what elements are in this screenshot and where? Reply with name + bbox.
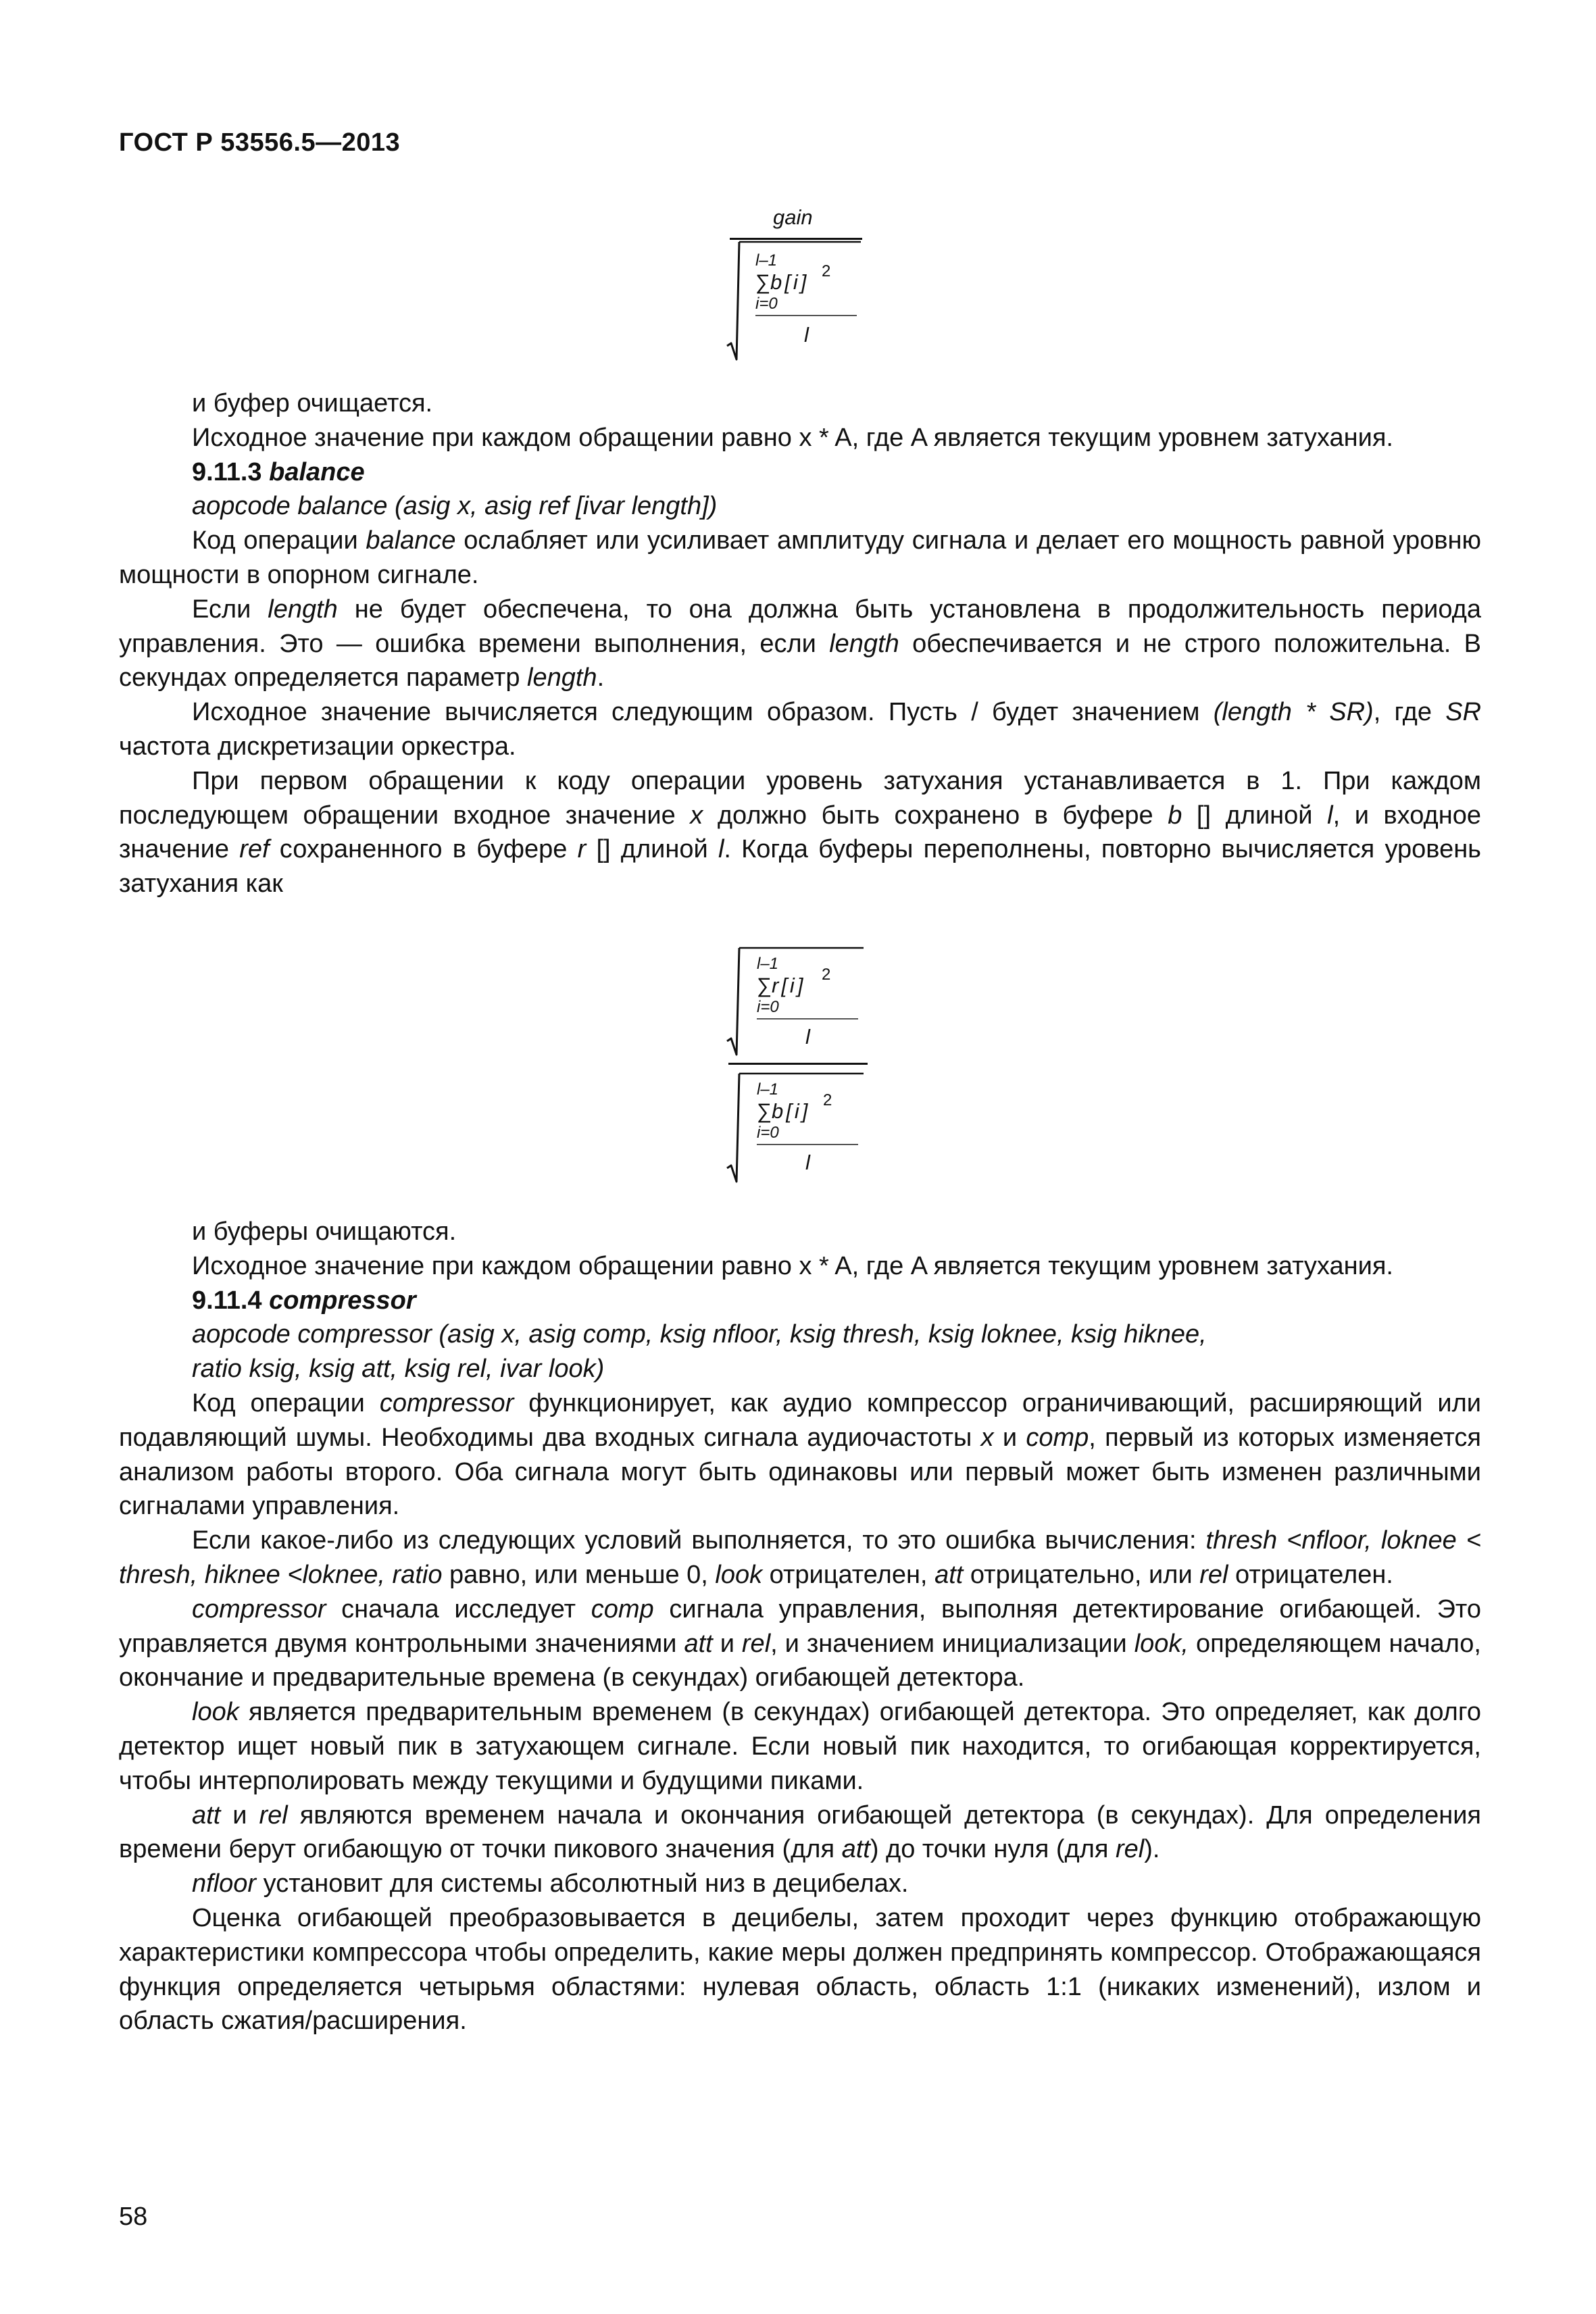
sum-term: b[i] — [772, 1099, 811, 1123]
sum-symbol: ∑ — [755, 270, 771, 294]
sum-upper-limit: l–1 — [757, 955, 779, 973]
formula-denominator: l — [804, 323, 809, 347]
paragraph: Если какое-либо из следующих условий выполняется, то это ошибка вычисления: thresh <nfloor, loknee < thresh, hiknee <loknee, ratio равно, или меньше 0, look отрицателен, att отрицательно, или rel отрицателен. — [119, 1526, 1481, 1589]
section-heading-9-11-3: 9.11.3 balance — [192, 457, 365, 486]
paragraph: Оценка огибающей преобразовывается в децибелы, затем проходит через функцию отображающую характеристики компрессора чтобы определить, какие меры должен предпринять компрессор. Отображающаяся функция определяется четырьмя областями: нулевая область, область 1:1 (никаких изменений), излом и область сжатия/расширения. — [119, 1903, 1481, 2036]
page-number: 58 — [119, 2203, 148, 2231]
paragraph: Код операции compressor функционирует, как аудио компрессор ограничивающий, расширяющий или подавляющий шумы. Необходимы два входных сигнала аудиочастоты x и comp, первый из которых изменяется анализом работы второго. Оба сигнала могут быть одинаковы или первый может быть изменен различными сигналами управления. — [119, 1388, 1481, 1521]
sum-power: 2 — [823, 1091, 832, 1109]
paragraph: Исходное значение вычисляется следующим образом. Пусть / будет значением (length * SR), где SR частота дискретизации оркестра. — [119, 698, 1482, 761]
paragraph: Исходное значение при каждом обращении равно x * A, где A является текущим уровнем затухания. — [192, 1251, 1393, 1280]
sum-power: 2 — [822, 262, 831, 280]
section-heading-9-11-4: 9.11.4 compressor — [192, 1286, 416, 1315]
paragraph: Если length не будет обеспечена, то она должна быть установлена в продолжительность периода управления. Это — ошибка времени выполнения, если length обеспечивается и не строго положительна. В секундах определяется параметр length. — [119, 595, 1481, 693]
text-block-1 — [119, 386, 1481, 901]
paragraph: и буферы очищаются. — [192, 1217, 457, 1246]
sum-lower-limit: i=0 — [757, 998, 779, 1016]
sum-upper-limit: l–1 — [755, 251, 778, 270]
opcode-signature-line-1: aopcode compressor (asig x, asig comp, ksig nfloor, ksig thresh, ksig loknee, ksig hiknee, — [192, 1320, 1207, 1349]
sum-lower-limit: i=0 — [755, 295, 778, 313]
paragraph: Исходное значение при каждом обращении равно x * A, где A является текущим уровнем затухания. — [192, 423, 1393, 452]
inner-denominator: l — [805, 1025, 810, 1049]
formula-balance-ratio — [716, 942, 878, 1192]
inner-denominator: l — [805, 1151, 810, 1174]
opcode-signature-line-2: ratio ksig, ksig att, ksig rel, ivar look) — [192, 1355, 605, 1384]
opcode-signature: aopcode balance (asig x, asig ref [ivar length]) — [192, 492, 718, 521]
text-block-2 — [119, 1215, 1481, 2038]
document-header: ГОСТ Р 53556.5—2013 — [119, 128, 401, 157]
sum-upper-limit: l–1 — [757, 1080, 779, 1099]
sum-term: b[i] — [770, 270, 809, 294]
paragraph: att и rel являются временем начала и окончания огибающей детектора (в секундах). Для определения времени берут огибающую от точки пикового значения (для att) до точки нуля (для rel). — [119, 1801, 1482, 1864]
paragraph: Код операции balance ослабляет или усиливает амплитуду сигнала и делает его мощность равной уровню мощности в опорном сигнале. — [119, 526, 1481, 589]
sum-lower-limit: i=0 — [757, 1124, 779, 1142]
paragraph: nfloor установит для системы абсолютный низ в децибелах. — [192, 1869, 909, 1898]
formula-gain — [716, 203, 872, 365]
main-fraction-bar — [728, 1063, 868, 1065]
paragraph: look является предварительным временем (в секундах) огибающей детектора. Это определяет, как долго детектор ищет новый пик в затухающем сигнале. Если новый пик находится, то огибающая корректируется, чтобы интерполировать между текущими и будущими пиками. — [119, 1698, 1481, 1795]
sum-power: 2 — [822, 965, 831, 984]
paragraph: При первом обращении к коду операции уровень затухания устанавливается в 1. При каждом последующем обращении входное значение x должно быть сохранено в буфере b [] длиной l, и входное значение ref сохраненного в буфере r [] длиной l. Когда буферы переполнены, повторно вычисляется уровень затухания как — [119, 766, 1481, 899]
paragraph: и буфер очищается. — [192, 389, 433, 418]
inner-fraction-bar — [755, 315, 857, 316]
inner-fraction-bar — [757, 1144, 858, 1145]
sum-symbol: ∑ — [757, 1099, 772, 1123]
formula-numerator: gain — [773, 205, 813, 229]
paragraph: compressor сначала исследует comp сигнала управления, выполняя детектирование огибающей. Это управляется двумя контрольными значениями att и rel, и значением инициализации look, определяющем начало, окончание и предварительные времена (в секундах) огибающей детектора. — [119, 1594, 1481, 1692]
sum-term: r[i] — [772, 974, 806, 997]
sum-symbol: ∑ — [757, 974, 772, 997]
inner-fraction-bar — [757, 1018, 858, 1020]
